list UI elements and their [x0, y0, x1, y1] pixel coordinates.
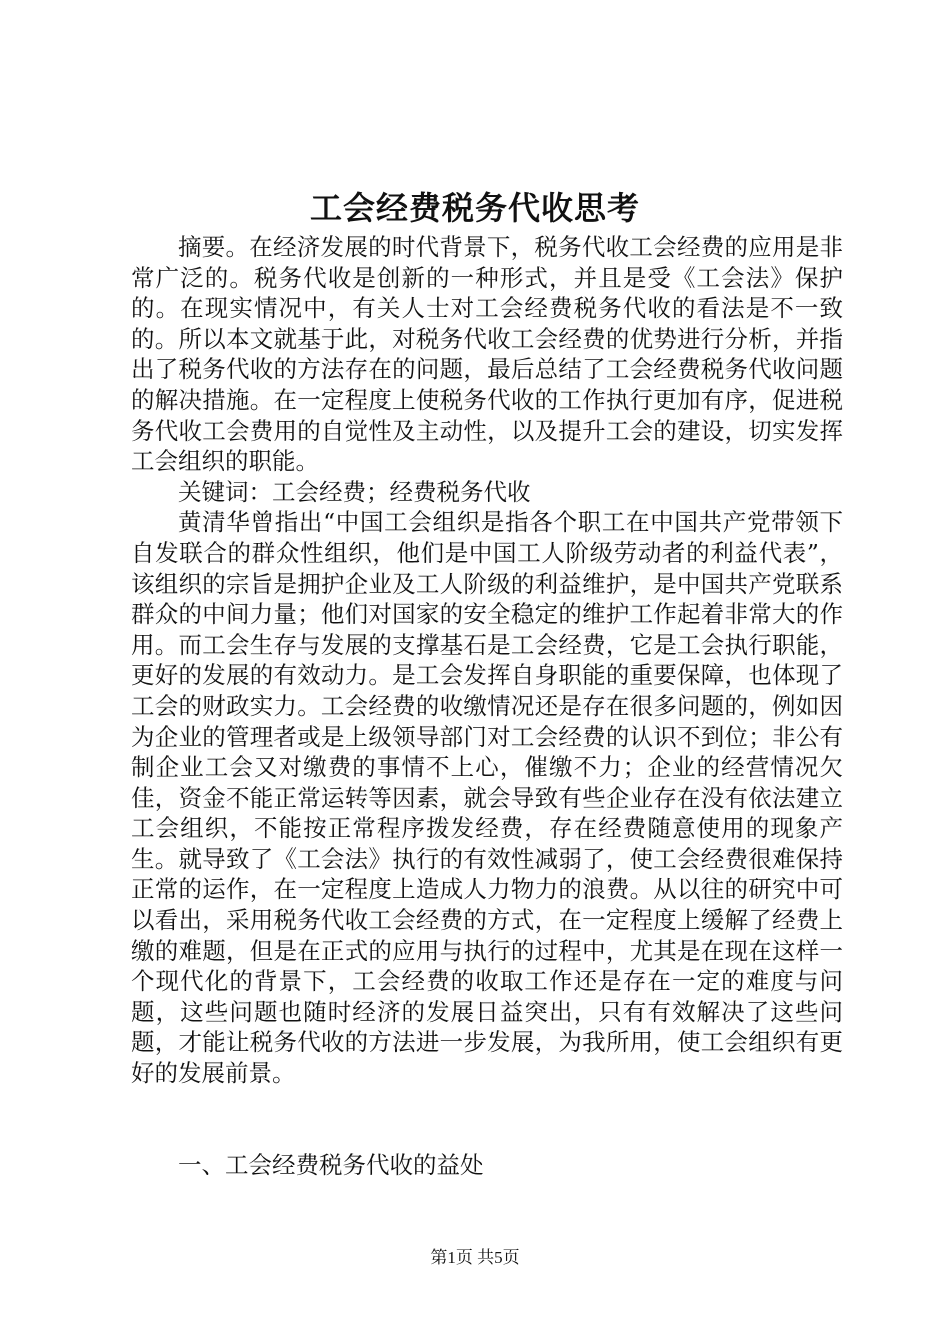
document-body [131, 232, 843, 1089]
abstract-paragraph: 摘要。在经济发展的时代背景下，税务代收工会经费的应用是非常广泛的。税务代收是创新的一种形式，并且是受《工会法》保护的。在现实情况中，有关人士对工会经费税务代收的看法是不一致的。所以本文就基于此，对税务代收工会经费的优势进行分析，并指出了税务代收的方法存在的问题，最后总结了工会经费税务代收问题的解决措施。在一定程度上使税务代收的工作执行更加有序，促进税务代收工会费用的自觉性及主动性，以及提升工会的建设，切实发挥工会组织的职能。 [131, 233, 843, 476]
keywords-line: 关键词：工会经费；经费税务代收 [178, 477, 531, 506]
document-title: 工会经费税务代收思考 [309, 189, 640, 227]
body-paragraph: 黄清华曾指出“中国工会组织是指各个职工在中国共产党带领下自发联合的群众性组织，他们是中国工人阶级劳动者的利益代表”，该组织的宗旨是拥护企业及工人阶级的利益维护，是中国共产党联系群众的中间力量；他们对国家的安全稳定的维护工作起着非常大的作用。而工会生存与发展的支撑基石是工会经费，它是工会执行职能，更好的发展的有效动力。是工会发挥自身职能的重要保障，也体现了工会的财政实力。工会经费的收缴情况还是存在很多问题的，例如因为企业的管理者或是上级领导部门对工会经费的认识不到位；非公有制企业工会又对缴费的事情不上心，催缴不力；企业的经营情况欠佳，资金不能正常运转等因素，就会导致有些企业存在没有依法建立工会组织，不能按正常程序拨发经费，存在经费随意使用的现象产生。就导致了《工会法》执行的有效性减弱了，使工会经费很难保持正常的运作，在一定程度上造成人力物力的浪费。从以往的研究中可以看出，采用税务代收工会经费的方式，在一定程度上缓解了经费上缴的难题，但是在正式的应用与执行的过程中，尤其是在现在这样一个现代化的背景下，工会经费的收取工作还是存在一定的难度与问题，这些问题也随时经济的发展日益突出，只有有效解决了这些问题，才能让税务代收的方法进一步发展，为我所用，使工会组织有更好的发展前景。 [131, 508, 843, 1088]
page-footer: 第1页 共5页 [430, 1248, 520, 1267]
section-heading: 一、工会经费税务代收的益处 [178, 1151, 484, 1179]
